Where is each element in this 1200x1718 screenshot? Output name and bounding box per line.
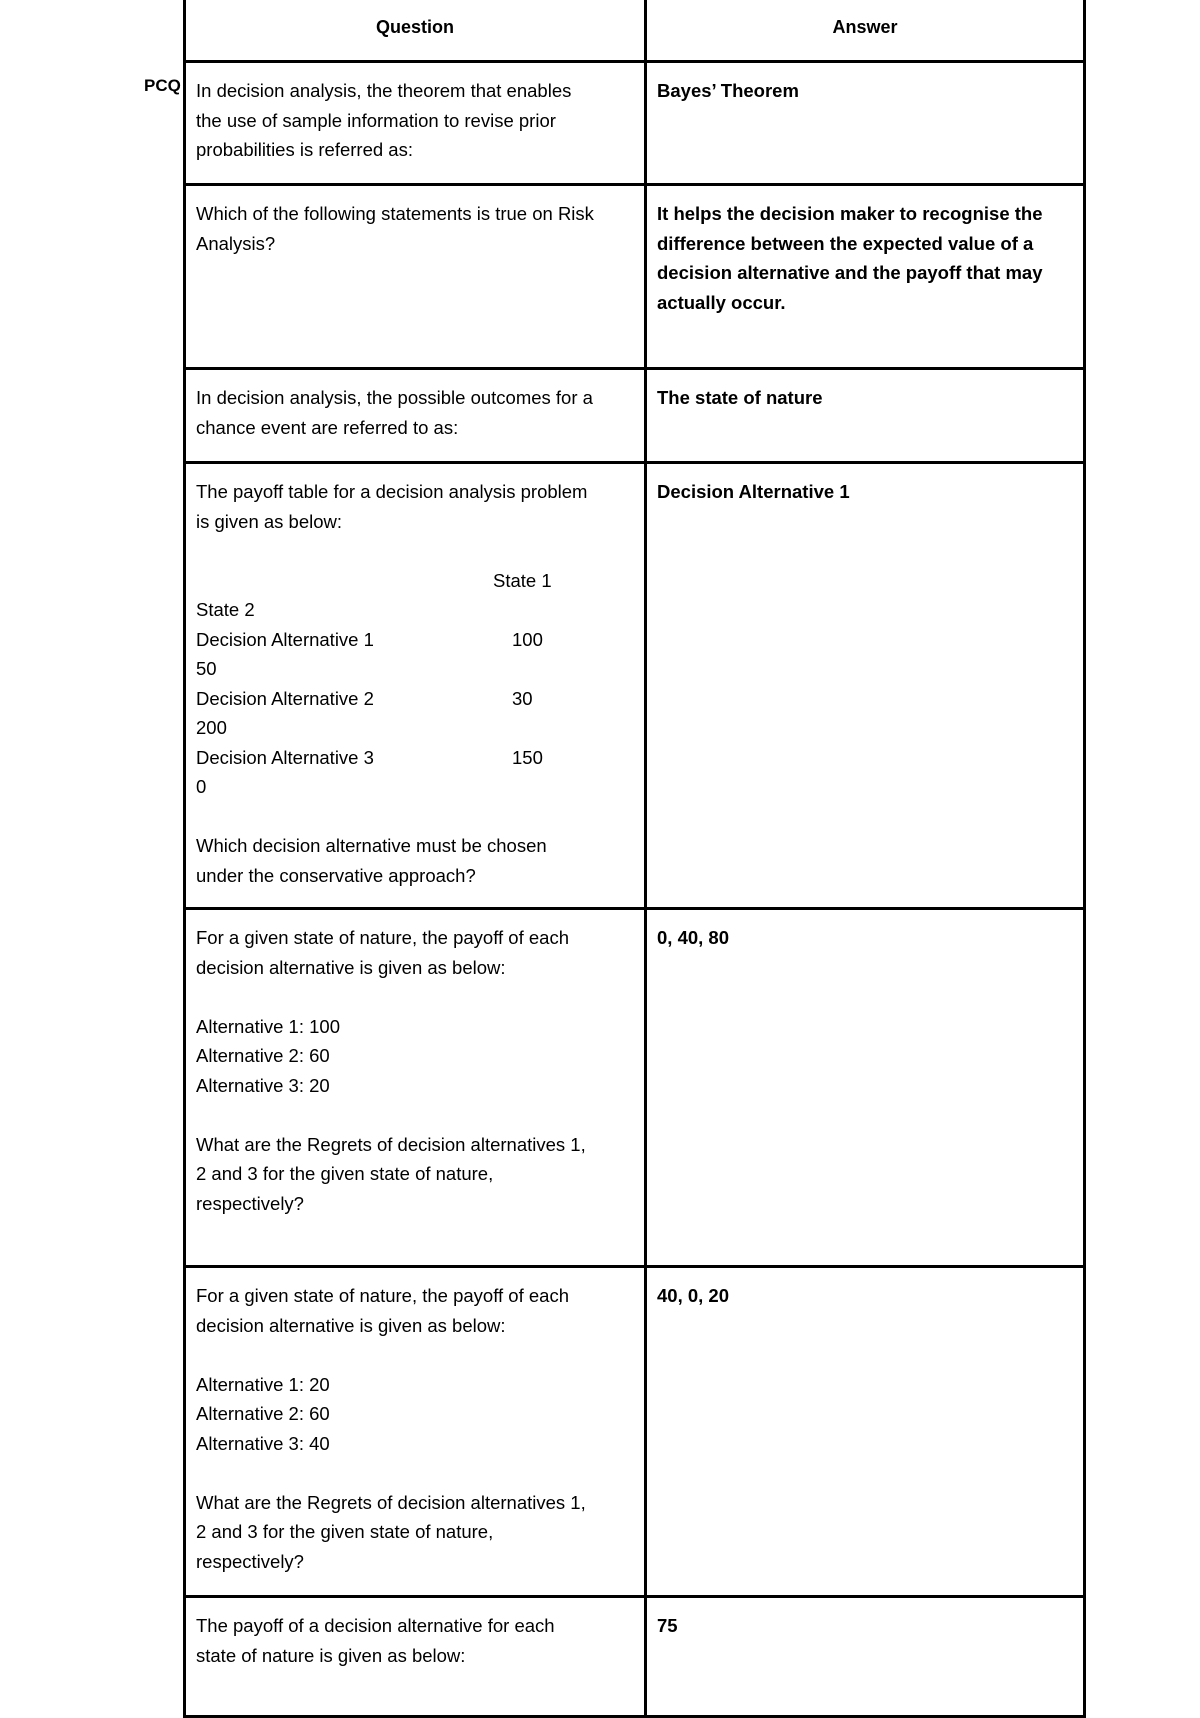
question-text: state of nature is given as below: [196, 1644, 466, 1666]
payoff-row [196, 743, 634, 773]
question-text: In decision analysis, the theorem that enables [196, 80, 572, 101]
table-row [185, 463, 1085, 909]
question-cell [185, 463, 646, 909]
answer-text: Decision Alternative 1 [657, 481, 850, 502]
question-text: In decision analysis, the possible outcomes for a [196, 387, 593, 408]
question-cell [185, 62, 646, 185]
question-text: The payoff of a decision alternative for each [196, 1615, 555, 1636]
question-text: Which of the following statements is true on Risk [196, 203, 594, 224]
alternative-line: Alternative 2: 60 [196, 1403, 330, 1424]
question-text: decision alternative is given as below: [196, 956, 506, 978]
table-row [185, 62, 1085, 185]
payoff-state2-value: 200 [196, 717, 227, 738]
answer-text: difference between the expected value of a [657, 232, 1034, 254]
table-row [185, 1267, 1085, 1597]
question-text: under the conservative approach? [196, 864, 476, 886]
alternative-line: Alternative 2: 60 [196, 1045, 330, 1066]
question-text: 2 and 3 for the given state of nature, [196, 1163, 494, 1184]
answer-text: The state of nature [657, 387, 823, 408]
answer-header: Answer [646, 0, 1085, 62]
question-text: The payoff table for a decision analysis problem [196, 481, 588, 502]
payoff-row [196, 684, 634, 714]
question-text: the use of sample information to revise prior [196, 109, 556, 131]
alternative-line: Alternative 1: 20 [196, 1373, 330, 1395]
payoff-state1-label: State 1 [493, 569, 552, 591]
question-cell [185, 185, 646, 369]
answer-cell [646, 185, 1085, 369]
payoff-state1-value: 150 [512, 746, 543, 768]
question-text: Analysis? [196, 232, 276, 254]
alternative-line: Alternative 3: 20 [196, 1074, 330, 1096]
answer-text: 0, 40, 80 [657, 927, 730, 948]
question-text: What are the Regrets of decision alternatives 1, [196, 1133, 586, 1155]
question-cell [185, 369, 646, 463]
answer-text: decision alternative and the payoff that may [657, 262, 1043, 283]
question-header: Question [185, 0, 646, 62]
question-text: For a given state of nature, the payoff of each [196, 1285, 569, 1306]
alternative-line: Alternative 3: 40 [196, 1432, 330, 1454]
question-text: decision alternative is given as below: [196, 1314, 506, 1336]
table-row [185, 369, 1085, 463]
payoff-state2-value: 0 [196, 776, 207, 797]
header-row [185, 0, 1085, 62]
table-row [185, 909, 1085, 1267]
answer-text: 75 [657, 1615, 678, 1636]
answer-cell [646, 909, 1085, 1267]
table-row [185, 185, 1085, 369]
payoff-alt-label: Decision Alternative 1 [196, 628, 374, 650]
question-text: probabilities is referred as: [196, 139, 413, 160]
question-text: chance event are referred to as: [196, 416, 459, 438]
payoff-alt-label: Decision Alternative 3 [196, 746, 374, 768]
question-text: 2 and 3 for the given state of nature, [196, 1521, 494, 1542]
question-cell [185, 909, 646, 1267]
question-text: Which decision alternative must be chosen [196, 835, 547, 856]
payoff-state2-label: State 2 [196, 599, 255, 620]
answer-cell [646, 1597, 1085, 1717]
answer-text: Bayes’ Theorem [657, 80, 799, 101]
alternative-line: Alternative 1: 100 [196, 1015, 340, 1037]
question-text: respectively? [196, 1192, 304, 1214]
answer-cell [646, 1267, 1085, 1597]
qa-table [183, 0, 1086, 1718]
payoff-alt-label: Decision Alternative 2 [196, 687, 374, 709]
table-row [185, 1597, 1085, 1717]
payoff-state2-value: 50 [196, 658, 217, 679]
question-text: respectively? [196, 1550, 304, 1572]
answer-cell [646, 369, 1085, 463]
question-cell [185, 1267, 646, 1597]
answer-text: 40, 0, 20 [657, 1285, 730, 1306]
answer-cell [646, 62, 1085, 185]
answer-text: actually occur. [657, 291, 786, 313]
payoff-row [196, 625, 634, 655]
answer-cell [646, 463, 1085, 909]
question-text: is given as below: [196, 510, 343, 532]
side-label: PCQ [144, 76, 181, 95]
question-cell [185, 1597, 646, 1717]
payoff-state1-value: 30 [512, 687, 533, 709]
payoff-state1-value: 100 [512, 628, 543, 650]
question-text: For a given state of nature, the payoff of each [196, 927, 569, 948]
answer-text: It helps the decision maker to recognise the [657, 203, 1043, 224]
question-text: What are the Regrets of decision alternatives 1, [196, 1491, 586, 1513]
